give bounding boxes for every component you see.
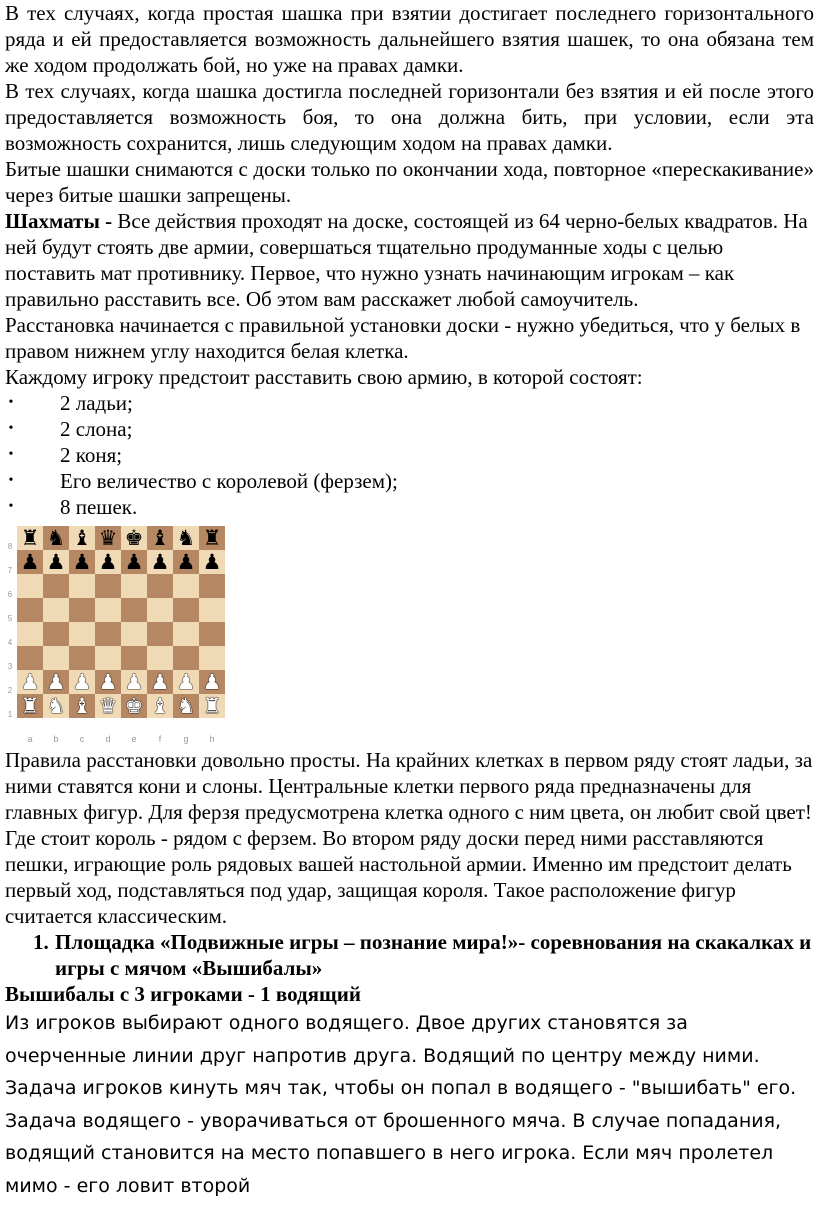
- document-page: [5, 0, 814, 1202]
- chess-piece: ♟: [46, 550, 66, 574]
- board-square-d4: [95, 622, 121, 646]
- file-label: b: [53, 734, 59, 744]
- file-label: f: [158, 734, 162, 744]
- board-square-g7: [173, 550, 199, 574]
- board-square-f4: [147, 622, 173, 646]
- board-square-e7: [121, 550, 147, 574]
- chess-intro-text: Все действия проходят на доске, состоящей из 64 черно-белых квадратов. На ней будут стоять две армии, совершаться тщательно продуманные ходы с целью поставить мат противнику. Первое, что нужно узнать начинающим игрокам – как правильно расставить все. Об этом вам расскажет любой самоучитель.: [5, 209, 808, 311]
- board-square-h3: [199, 646, 225, 670]
- chess-piece: ♜: [20, 526, 40, 550]
- board-square-g8: [173, 526, 199, 550]
- board-square-f8: [147, 526, 173, 550]
- board-square-e4: [121, 622, 147, 646]
- board-square-h4: [199, 622, 225, 646]
- board-square-h5: [199, 598, 225, 622]
- chess-rules-paragraph: Правила расстановки довольно просты. На крайних клетках в первом ряду стоят ладьи, за ними ставятся кони и слоны. Центральные клетки первого ряда предназначены для главных фигур. Для ферзя предусмотрена клетка одного с ним цвета, он любит свой цвет! Где стоит король - рядом с ферзем. Во втором ряду доски перед ними расставляются пешки, играющие роль рядовых вашей настольной армии. Именно им предстоит делать первый ход, подставляться под удар, защищая короля. Такое расположение фигур считается классическим.: [5, 748, 813, 928]
- army-intro: Каждому игроку предстоит расставить свою армию, в которой состоят:: [5, 365, 643, 389]
- board-square-g4: [173, 622, 199, 646]
- board-square-a2: [17, 670, 43, 694]
- chess-piece: ♟: [72, 550, 92, 574]
- board-square-g1: [173, 694, 199, 718]
- chess-piece: ♞: [176, 694, 196, 718]
- chess-piece: ♟: [98, 670, 118, 694]
- section-number: 1.: [33, 930, 49, 954]
- chess-piece: ♛: [98, 694, 118, 718]
- board-square-d8: [95, 526, 121, 550]
- board-square-h6: [199, 574, 225, 598]
- board-square-e3: [121, 646, 147, 670]
- section-title: Площадка «Подвижные игры – познание мира!»- соревнования на скакалках и игры с мячом «Вышибалы»: [55, 930, 812, 980]
- list-item: • 2 слона;: [5, 416, 814, 442]
- board-square-e6: [121, 574, 147, 598]
- section-heading: [5, 929, 814, 981]
- board-square-a5: [17, 598, 43, 622]
- list-item: • 8 пешек.: [5, 494, 814, 520]
- chess-piece: ♟: [150, 550, 170, 574]
- file-label: d: [105, 734, 111, 744]
- paragraph: В тех случаях, когда шашка достигла последней горизонтали без взятия и ей после этого предоставляется возможность боя, то она должна бить, при условии, если эта возможность сохранится, лишь следующим ходом на правах дамки.: [5, 79, 814, 155]
- chess-piece: ♞: [176, 526, 196, 550]
- bullet-icon: •: [8, 499, 14, 514]
- chess-piece: ♟: [98, 550, 118, 574]
- file-label: g: [183, 734, 189, 744]
- rank-label: 6: [7, 590, 13, 599]
- chess-piece: ♟: [202, 670, 222, 694]
- board-square-g2: [173, 670, 199, 694]
- chessboard-figure: [5, 524, 230, 747]
- chess-piece: ♟: [176, 550, 196, 574]
- chess-piece: ♛: [98, 526, 118, 550]
- board-square-g5: [173, 598, 199, 622]
- chess-piece: ♞: [46, 694, 66, 718]
- chess-piece: ♝: [150, 526, 170, 550]
- board-square-h1: [199, 694, 225, 718]
- board-square-b7: [43, 550, 69, 574]
- rank-label: 2: [7, 686, 13, 695]
- chess-piece: ♞: [46, 526, 66, 550]
- chess-setup-paragraph: Расстановка начинается с правильной установки доски - нужно убедиться, что у белых в правом нижнем углу находится белая клетка.: [5, 313, 801, 363]
- file-label: e: [131, 734, 137, 744]
- chess-piece: ♟: [20, 550, 40, 574]
- board-square-a7: [17, 550, 43, 574]
- board-square-e1: [121, 694, 147, 718]
- chess-piece: ♝: [72, 526, 92, 550]
- bullet-icon: •: [8, 447, 14, 462]
- board-square-f5: [147, 598, 173, 622]
- file-label: h: [209, 734, 215, 744]
- chess-piece: ♟: [124, 550, 144, 574]
- paragraph: Битые шашки снимаются с доски только по окончании хода, повторное «перескакивание» через битые шашки запрещены.: [5, 157, 814, 207]
- board-square-f1: [147, 694, 173, 718]
- army-list: [5, 390, 814, 520]
- board-square-d5: [95, 598, 121, 622]
- rank-label: 5: [7, 614, 13, 623]
- file-label: a: [27, 734, 33, 744]
- game-text: Из игроков выбирают одного водящего. Двое других становятся за очерченные линии друг напротив друга. Водящий по центру между ними. Задача игроков кинуть мяч так, чтобы он попал в водящего - "вышибать" его. Задача водящего - уворачиваться от брошенного мяча. В случае попадания, водящий становится на место попавшего в него игрока. Если мяч пролетел мимо - его ловит второй: [5, 1012, 797, 1197]
- board-square-c1: [69, 694, 95, 718]
- chess-piece: ♝: [150, 694, 170, 718]
- board-square-g6: [173, 574, 199, 598]
- bullet-icon: •: [8, 473, 14, 488]
- board-square-a8: [17, 526, 43, 550]
- chess-intro-paragraph: [5, 208, 814, 312]
- chess-piece: ♟: [20, 670, 40, 694]
- bullet-icon: •: [8, 395, 14, 410]
- bullet-icon: •: [8, 421, 14, 436]
- chess-piece: ♟: [150, 670, 170, 694]
- chess-piece: ♟: [124, 670, 144, 694]
- board-square-b1: [43, 694, 69, 718]
- board-square-d1: [95, 694, 121, 718]
- rank-label: 1: [7, 710, 13, 719]
- board-square-h7: [199, 550, 225, 574]
- chess-piece: ♝: [72, 694, 92, 718]
- chess-piece: ♜: [20, 694, 40, 718]
- board-square-c5: [69, 598, 95, 622]
- board-square-b4: [43, 622, 69, 646]
- list-item: • Его величество с королевой (ферзем);: [5, 468, 814, 494]
- board-square-f6: [147, 574, 173, 598]
- file-label: c: [79, 734, 85, 744]
- board-square-h8: [199, 526, 225, 550]
- chess-piece: ♜: [202, 526, 222, 550]
- board-square-g3: [173, 646, 199, 670]
- board-square-e2: [121, 670, 147, 694]
- board-square-a3: [17, 646, 43, 670]
- board-square-c7: [69, 550, 95, 574]
- board-square-b6: [43, 574, 69, 598]
- board-square-d7: [95, 550, 121, 574]
- board-square-c2: [69, 670, 95, 694]
- board-square-e8: [121, 526, 147, 550]
- chess-piece: ♚: [124, 526, 144, 550]
- board-square-d3: [95, 646, 121, 670]
- section-list: [5, 929, 814, 981]
- rank-label: 3: [7, 662, 13, 671]
- board-square-c6: [69, 574, 95, 598]
- board-square-c4: [69, 622, 95, 646]
- paragraph: В тех случаях, когда простая шашка при взятии достигает последнего горизонтального ряда и ей предоставляется возможность дальнейшего взятия шашек, то она обязана тем же ходом продолжать бой, но уже на правах дамки.: [5, 1, 814, 77]
- chessboard: [17, 526, 225, 718]
- board-square-c8: [69, 526, 95, 550]
- board-square-a6: [17, 574, 43, 598]
- board-square-d2: [95, 670, 121, 694]
- board-square-a1: [17, 694, 43, 718]
- board-square-b2: [43, 670, 69, 694]
- chess-heading: Шахматы -: [5, 209, 113, 233]
- board-square-f2: [147, 670, 173, 694]
- rank-label: 4: [7, 638, 13, 647]
- board-square-a4: [17, 622, 43, 646]
- game-heading: Вышибалы с 3 игроками - 1 водящий: [5, 982, 361, 1006]
- board-square-e5: [121, 598, 147, 622]
- chess-piece: ♟: [72, 670, 92, 694]
- list-item: • 2 коня;: [5, 442, 814, 468]
- chess-piece: ♟: [176, 670, 196, 694]
- board-square-b3: [43, 646, 69, 670]
- board-square-d6: [95, 574, 121, 598]
- board-square-f7: [147, 550, 173, 574]
- chess-piece: ♜: [202, 694, 222, 718]
- board-square-f3: [147, 646, 173, 670]
- rank-label: 7: [7, 566, 13, 575]
- chess-piece: ♚: [124, 694, 144, 718]
- board-square-h2: [199, 670, 225, 694]
- board-square-b5: [43, 598, 69, 622]
- board-square-b8: [43, 526, 69, 550]
- list-item: • 2 ладьи;: [5, 390, 814, 416]
- chess-piece: ♟: [46, 670, 66, 694]
- board-square-c3: [69, 646, 95, 670]
- rank-label: 8: [7, 542, 13, 551]
- chess-piece: ♟: [202, 550, 222, 574]
